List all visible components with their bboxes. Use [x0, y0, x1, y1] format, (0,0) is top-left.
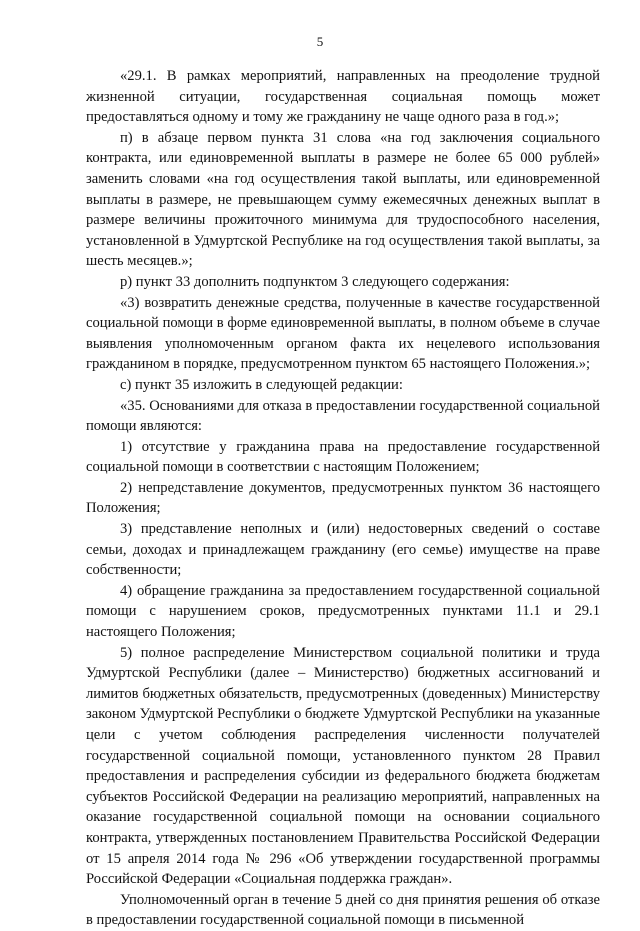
paragraph-authorized-body: Уполномоченный орган в течение 5 дней со дня принятия решения об отказе в предоставлении государственной социальной помощи в письменной — [86, 891, 600, 929]
list-item-2: 2) непредставление документов, предусмотренных пунктом 36 настоящего Положения; — [86, 479, 600, 517]
paragraph-amend-s: с) пункт 35 изложить в следующей редакции: — [120, 376, 403, 393]
paragraph-subpoint-3: «3) возвратить денежные средства, полученные в качестве государственной социальной помощи в форме единовременной выплаты, в полном объеме в случае выявления уполномоченным органом факта их нецелевого использования гражданином в порядке, предусмотренном пунктом 65 настоящего Положения.»; — [86, 294, 600, 373]
page-number: 5 — [316, 34, 324, 49]
document-body — [86, 66, 600, 931]
paragraph-amend-p: п) в абзаце первом пункта 31 слова «на год заключения социального контракта, или единовременной выплаты в размере не более 65 000 рублей» заменить словами «на год осуществления такой выплаты, или единовременной выплаты в размере, не превышающем сумму ежемесячных денежных выплат в размере величины прожиточного минимума для трудоспособного населения, установленной в Удмуртской Республике на год осуществления такой выплаты, за шесть месяцев.»; — [86, 129, 600, 270]
list-item-3: 3) представление неполных и (или) недостоверных сведений о составе семьи, доходах и принадлежащем гражданину (его семье) имуществе на праве собственности; — [86, 521, 600, 579]
paragraph-29-1: «29.1. В рамках мероприятий, направленных на преодоление трудной жизненной ситуации, государственная социальная помощь может предоставляться одному и тому же гражданину не чаще одного раза в год.»; — [86, 68, 600, 126]
paragraph-amend-r: р) пункт 33 дополнить подпунктом 3 следующего содержания: — [120, 273, 510, 290]
list-item-1: 1) отсутствие у гражданина права на предоставление государственной социальной помощи в соответствии с настоящим Положением; — [86, 438, 600, 476]
list-item-4: 4) обращение гражданина за предоставлением государственной социальной помощи с нарушением сроков, предусмотренных пунктами 11.1 и 29.1 настоящего Положения; — [86, 582, 600, 641]
paragraph-35: «35. Основаниями для отказа в предоставлении государственной социальной помощи являются: — [86, 397, 600, 435]
list-item-5: 5) полное распределение Министерством социальной политики и труда Удмуртской Республики (далее – Министерство) бюджетных ассигнований и лимитов бюджетных обязательств, предусмотренных (доведенных) Министерству законом Удмуртской Республики о бюджете Удмуртской Республики на указанные цели с учетом соблюдения распределения численности получателей государственной социальной помощи, установленного пунктом 28 Правил предоставления и распределения субсидии из федерального бюджета бюджетам субъектов Российской Федерации на реализацию мероприятий, направленных на оказание государственной социальной помощи на основании социального контракта, утвержденных постановлением Правительства Российской Федерации от 15 апреля 2014 года № 296 «Об утверждении государственной программы Российской Федерации «Социальная поддержка граждан». — [86, 644, 600, 888]
